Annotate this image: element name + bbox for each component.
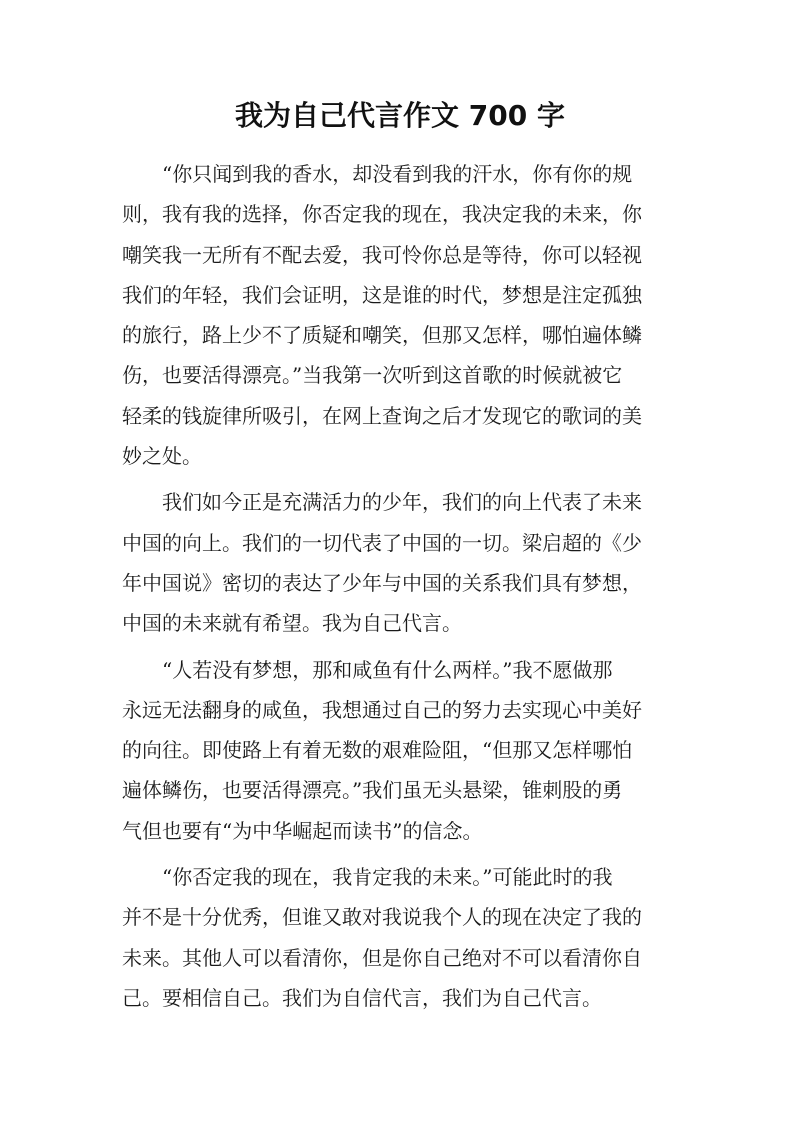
text-line: 的向往。即使路上有着无数的艰难险阻，“但那又怎样哪怕 — [122, 738, 633, 763]
text-line: 并不是十分优秀，但谁又敢对我说我个人的现在决定了我的 — [122, 905, 642, 930]
text-line: “你否定我的现在，我肯定我的未来。”可能此时的我 — [162, 865, 613, 890]
text-line: 己。要相信自己。我们为自信代言，我们为自己代言。 — [122, 985, 602, 1010]
text-line: 嘲笑我一无所有不配去爱，我可怜你总是等待，你可以轻视 — [122, 242, 642, 267]
text-line: 年中国说》密切的表达了少年与中国的关系我们具有梦想， — [122, 570, 642, 595]
paragraph-1 — [122, 154, 682, 476]
text-line: 遍体鳞伤，也要活得漂亮。”我们虽无头悬梁，锥刺股的勇 — [122, 778, 623, 803]
document-title: 我为自己代言作文 700 字 — [235, 99, 565, 132]
text-line: 气但也要有“为中华崛起而读书”的信念。 — [122, 818, 483, 843]
paragraph-4 — [122, 857, 682, 1018]
text-line: 未来。其他人可以看清你，但是你自己绝对不可以看清你自 — [122, 945, 642, 970]
text-line: 我们如今正是充满活力的少年，我们的向上代表了未来 — [162, 490, 642, 515]
text-line: 永远无法翻身的咸鱼，我想通过自己的努力去实现心中美好 — [122, 697, 642, 722]
text-line: 妙之处。 — [122, 444, 202, 469]
text-line: 轻柔的钱旋律所吸引，在网上查询之后才发现它的歌词的美 — [122, 403, 642, 428]
text-line: 则，我有我的选择，你否定我的现在，我决定我的未来，你 — [122, 202, 642, 227]
text-line: 中国的向上。我们的一切代表了中国的一切。梁启超的《少 — [122, 530, 642, 555]
document-body — [122, 154, 682, 1018]
text-line: 中国的未来就有希望。我为自己代言。 — [122, 611, 462, 636]
text-line: “你只闻到我的香水，却没看到我的汗水，你有你的规 — [162, 162, 633, 186]
text-line: 伤，也要活得漂亮。”当我第一次听到这首歌的时候就被它 — [122, 363, 623, 388]
text-line: 的旅行，路上少不了质疑和嘲笑，但那又怎样，哪怕遍体鳞 — [122, 323, 642, 348]
paragraph-3 — [122, 650, 682, 851]
text-line: “人若没有梦想，那和咸鱼有什么两样。”我不愿做那 — [162, 657, 613, 682]
text-line: 我们的年轻，我们会证明，这是谁的时代，梦想是注定孤独 — [122, 282, 642, 307]
paragraph-2 — [122, 482, 682, 643]
